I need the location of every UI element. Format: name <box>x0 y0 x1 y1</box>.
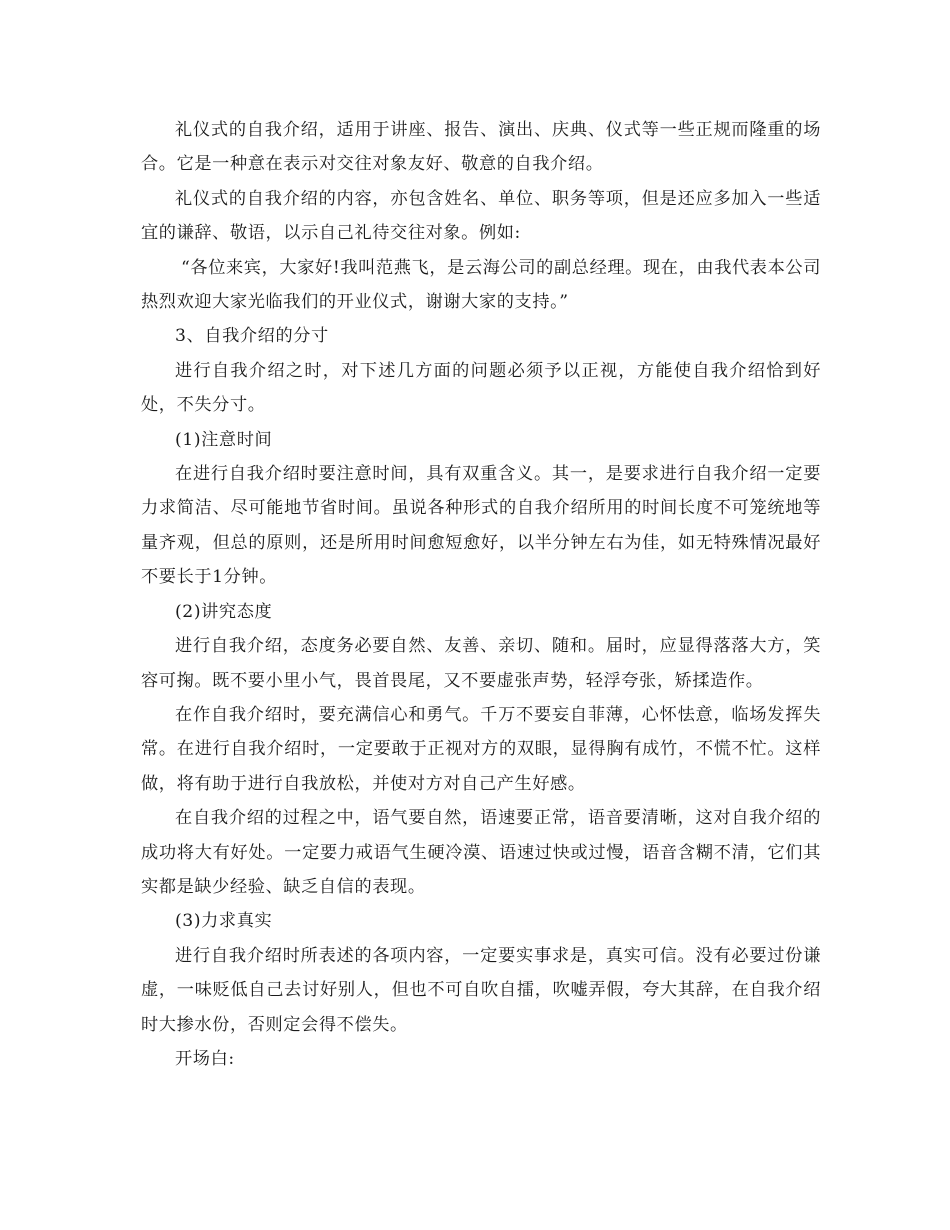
subheading-truthfulness: (3)力求真实 <box>175 911 273 932</box>
paragraph-measure-intro: 进行自我介绍之时，对下述几方面的问题必须予以正视，方能使自我介绍恰到好处，不失分寸。 <box>141 360 821 416</box>
subheading-attitude: (2)讲究态度 <box>175 601 273 622</box>
paragraph-ceremonial-intro-definition: 礼仪式的自我介绍，适用于讲座、报告、演出、庆典、仪式等一些正规而隆重的场合。它是一种意在表示对交往对象友好、敬意的自我介绍。 <box>141 120 821 175</box>
paragraph-ceremonial-intro-content: 礼仪式的自我介绍的内容，亦包含姓名、单位、职务等项，但是还应多加入一些适宜的谦辞、敬语，以示自己礼待交往对象。例如: <box>141 188 821 244</box>
example-quote: “各位来宾，大家好!我叫范燕飞，是云海公司的副总经理。现在，由我代表本公司热烈欢迎大家光临我们的开业仪式，谢谢大家的支持。” <box>141 257 821 313</box>
section-heading-measure: 3、自我介绍的分寸 <box>175 326 329 347</box>
paragraph-attitude-1: 进行自我介绍，态度务必要自然、友善、亲切、随和。届时，应显得落落大方，笑容可掬。既不要小里小气，畏首畏尾，又不要虚张声势，轻浮夸张，矫揉造作。 <box>141 636 821 691</box>
paragraph-attitude-3: 在自我介绍的过程之中，语气要自然，语速要正常，语音要清晰，这对自我介绍的成功将大有好处。一定要力戒语气生硬冷漠、语速过快或过慢，语音含糊不清，它们其实都是缺少经验、缺乏自信的表现。 <box>141 808 821 897</box>
paragraph-attitude-2: 在作自我介绍时，要充满信心和勇气。千万不要妄自菲薄，心怀怯意，临场发挥失常。在进行自我介绍时，一定要敢于正视对方的双眼，显得胸有成竹，不慌不忙。这样做，将有助于进行自我放松，并使对方对自己产生好感。 <box>141 704 821 794</box>
paragraph-truthfulness: 进行自我介绍时所表述的各项内容，一定要实事求是，真实可信。没有必要过份谦虚，一味贬低自己去讨好别人，但也不可自吹自擂，吹嘘弄假，夸大其辞，在自我介绍时大掺水份，否则定会得不偿失。 <box>141 945 821 1035</box>
heading-opening-remarks: 开场白: <box>175 1048 235 1069</box>
subheading-time: (1)注意时间 <box>175 429 273 450</box>
paragraph-time: 在进行自我介绍时要注意时间，具有双重含义。其一，是要求进行自我介绍一定要力求简洁、尽可能地节省时间。虽说各种形式的自我介绍所用的时间长度不可笼统地等量齐观，但总的原则，还是所用时间愈短愈好，以半分钟左右为佳，如无特殊情况最好不要长于1分钟。 <box>141 464 821 588</box>
document-body <box>141 113 821 1076</box>
